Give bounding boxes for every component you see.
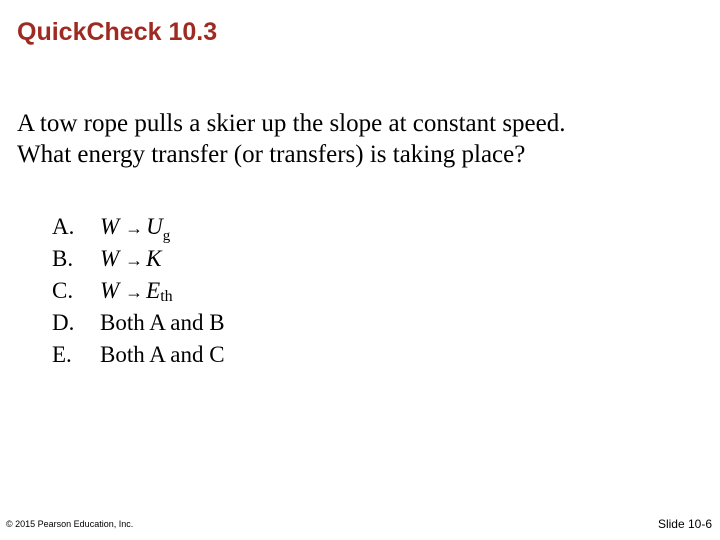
arrow-icon: → xyxy=(125,218,144,238)
question-line-2: What energy transfer (or transfers) is taking place? xyxy=(17,141,526,168)
choice-text xyxy=(100,246,162,272)
choice-text xyxy=(100,214,171,244)
choice-letter: E. xyxy=(52,342,72,367)
arrow-icon: → xyxy=(125,282,144,302)
choice-text: Both A and C xyxy=(100,342,225,367)
choice-letter: A. xyxy=(52,214,75,239)
slide-title: QuickCheck 10.3 xyxy=(17,18,218,46)
energy-symbol: U xyxy=(146,214,163,239)
energy-symbol: E xyxy=(146,278,161,303)
energy-subscript: g xyxy=(162,228,171,244)
choice-letter: C. xyxy=(52,278,74,303)
arrow-icon: → xyxy=(125,250,144,270)
question-line-1: A tow rope pulls a skier up the slope at constant speed. xyxy=(17,110,566,137)
work-symbol: W xyxy=(100,246,120,271)
choice-letter: D. xyxy=(52,310,75,335)
copyright-notice: © 2015 Pearson Education, Inc. xyxy=(6,519,134,529)
energy-subscript: th xyxy=(160,288,173,305)
question-text xyxy=(17,108,707,170)
choice-text: Both A and B xyxy=(100,310,225,335)
slide-number: Slide 10-6 xyxy=(657,517,712,531)
work-symbol: W xyxy=(100,278,120,303)
energy-symbol: K xyxy=(146,246,162,271)
choice-text xyxy=(100,278,173,304)
work-symbol: W xyxy=(100,214,120,239)
choice-letter: B. xyxy=(52,246,74,271)
